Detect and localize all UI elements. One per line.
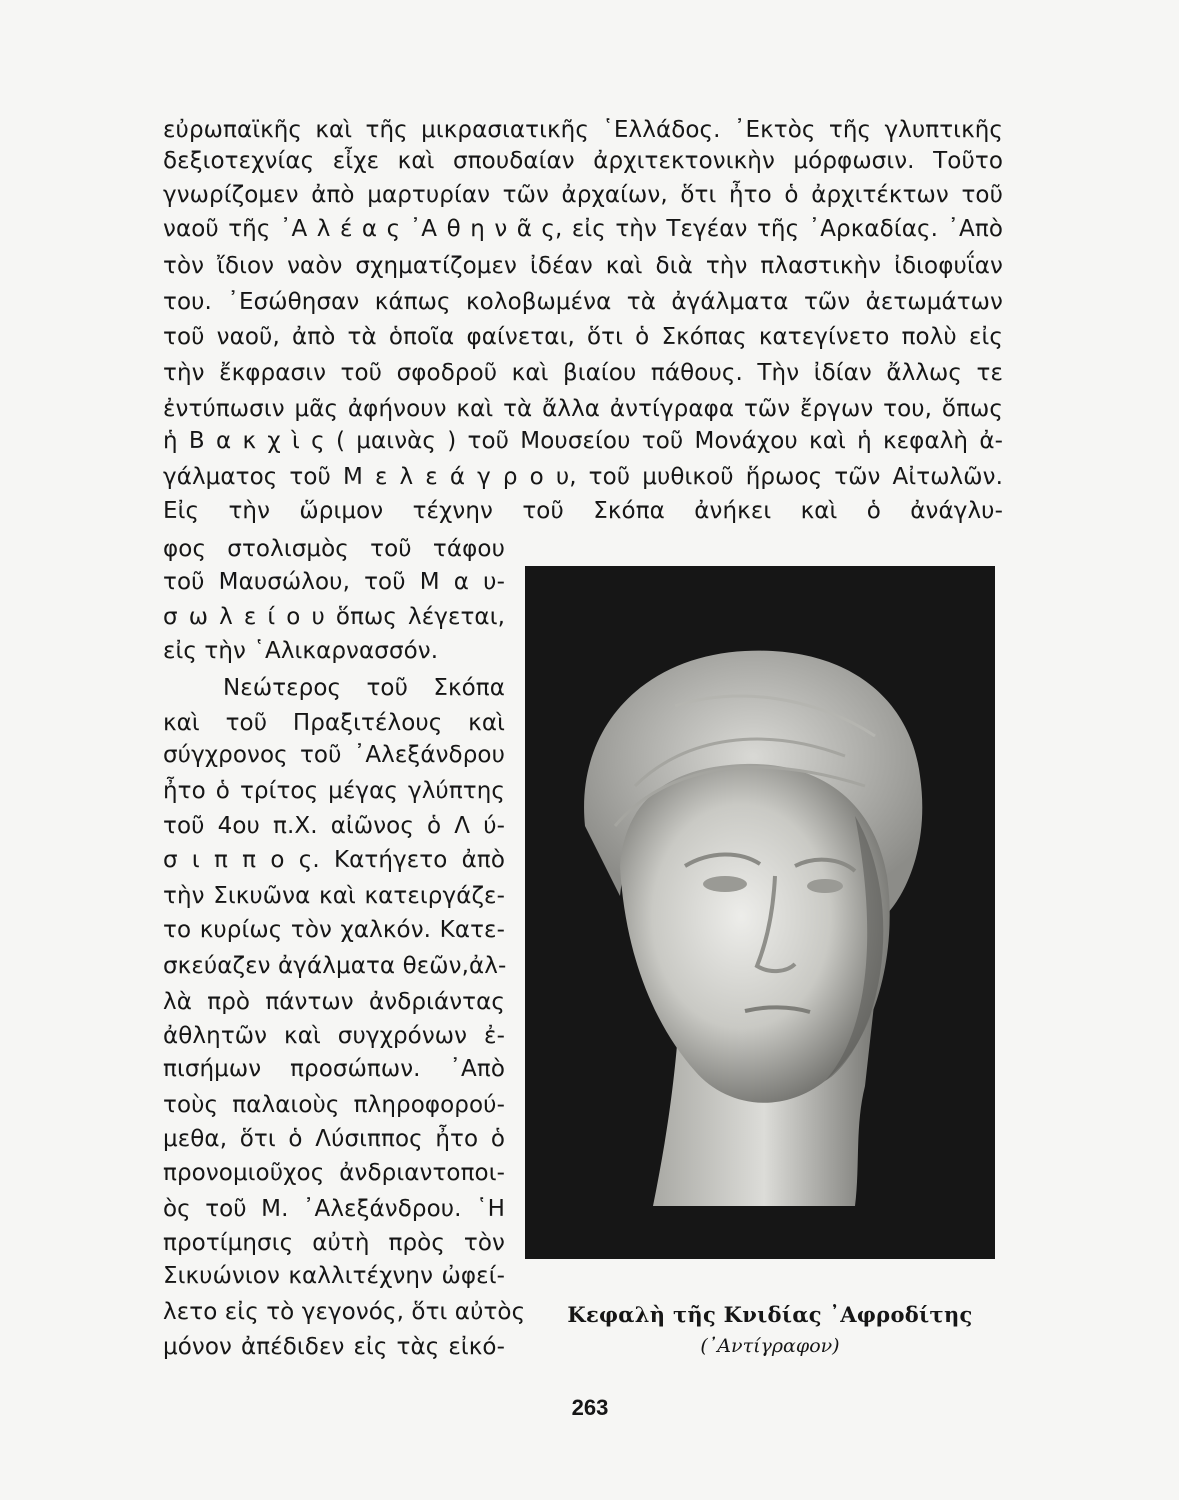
text-line: Εἰς τὴν ὥριμον τέχνην τοῦ Σκόπα ἀνήκει καὶ ὁ ἀνάγλυ- — [163, 498, 1003, 524]
text-line: ναοῦ τῆς ᾿Α λ έ α ς ᾿Α θ η ν ᾶ ς, εἰς τὴν Τεγέαν τῆς ᾿Αρκαδίας. ᾿Απὸ — [163, 216, 1003, 242]
text-line: τοῦ ναοῦ, ἀπὸ τὰ ὁποῖα φαίνεται, ὅτι ὁ Σκόπας κατεγίνετο πολὺ εἰς — [163, 324, 1003, 350]
text-line: Σικυώνιον καλλιτέχνην ὠφεί- — [163, 1263, 505, 1289]
text-line: τοῦ Μαυσώλου, τοῦ Μ α υ- — [163, 569, 505, 595]
text-line: πισήμων προσώπων. ᾿Απὸ — [163, 1056, 505, 1082]
text-line: σκεύαζεν ἀγάλματα θεῶν,ἀλ- — [163, 953, 507, 979]
page-number: 263 — [571, 1395, 609, 1420]
text-line: ἡ Β α κ χ ὶ ς ( μαινὰς ) τοῦ Μουσείου τοῦ Μονάχου καὶ ἡ κεφαλὴ ἀ- — [163, 428, 1003, 454]
figure-subcaption: (᾿Αντίγραφον) — [700, 1335, 840, 1357]
text-line: εὐρωπαϊκῆς καὶ τῆς μικρασιατικῆς ῾Ελλάδος. ᾿Εκτὸς τῆς γλυπτικῆς — [163, 117, 1003, 143]
text-line: γνωρίζομεν ἀπὸ μαρτυρίαν τῶν ἀρχαίων, ὅτι ἦτο ὁ ἀρχιτέκτων τοῦ — [163, 182, 1003, 208]
text-line: δεξιοτεχνίας εἶχε καὶ σπουδαίαν ἀρχιτεκτονικὴν μόρφωσιν. Τοῦτο — [163, 148, 1003, 174]
text-line: τοῦ 4ου π.Χ. αἰῶνος ὁ Λ ύ- — [163, 813, 505, 839]
text-line: λὰ πρὸ πάντων ἀνδριάντας — [163, 989, 505, 1015]
text-line: του. ᾿Εσώθησαν κάπως κολοβωμένα τὰ ἀγάλματα τῶν ἀετωμάτων — [163, 289, 1003, 315]
marble-head-illustration — [525, 566, 995, 1259]
text-line: Νεώτερος τοῦ Σκόπα — [223, 675, 505, 701]
text-line: ἐντύπωσιν μᾶς ἀφήνουν καὶ τὰ ἄλλα ἀντίγραφα τῶν ἔργων του, ὅπως — [163, 396, 1003, 422]
text-line: το κυρίως τὸν χαλκόν. Κατε- — [163, 917, 505, 943]
text-line: προτίμησις αὐτὴ πρὸς τὸν — [163, 1230, 505, 1256]
figure-caption: Κεφαλὴ τῆς Κνιδίας ᾿Αφροδίτης — [567, 1302, 973, 1327]
text-line: μόνον ἀπέδιδεν εἰς τὰς εἰκό- — [163, 1334, 505, 1360]
text-line: σύγχρονος τοῦ ᾿Αλεξάνδρου — [163, 742, 505, 768]
text-line: ἦτο ὁ τρίτος μέγας γλύπτης — [163, 778, 505, 804]
text-line: γάλματος τοῦ Μ ε λ ε ά γ ρ ο υ, τοῦ μυθικοῦ ἥρωος τῶν Αἰτωλῶν. — [163, 464, 1003, 490]
text-line: φος στολισμὸς τοῦ τάφου — [163, 536, 505, 562]
text-line: ἀθλητῶν καὶ συγχρόνων ἐ- — [163, 1023, 505, 1049]
text-line: ὸς τοῦ Μ. ᾿Αλεξάνδρου. ῾Η — [163, 1196, 505, 1222]
text-line: τὴν ἔκφρασιν τοῦ σφοδροῦ καὶ βιαίου πάθους. Τὴν ἰδίαν ἄλλως τε — [163, 360, 1003, 386]
text-line: σ ω λ ε ί ο υ ὅπως λέγεται, — [163, 604, 505, 630]
text-line: προνομιοῦχος ἀνδριαντοποι- — [163, 1160, 505, 1186]
text-line: σ ι π π ο ς. Κατήγετο ἀπὸ — [163, 847, 505, 873]
text-line: καὶ τοῦ Πραξιτέλους καὶ — [163, 710, 505, 736]
text-line: μεθα, ὅτι ὁ Λύσιππος ἦτο ὁ — [163, 1126, 505, 1152]
text-line: εἰς τὴν ῾Αλικαρνασσόν. — [163, 638, 439, 664]
text-line: τοὺς παλαιοὺς πληροφορού- — [163, 1092, 505, 1118]
sculpture-photo — [525, 566, 995, 1259]
text-line: λετο εἰς τὸ γεγονός, ὅτι αὐτὸς — [163, 1299, 526, 1325]
text-line: τὸν ἴδιον ναὸν σχηματίζομεν ἰδέαν καὶ διὰ τὴν πλαστικὴν ἰδιοφυΐαν — [163, 253, 1003, 279]
text-line: τὴν Σικυῶνα καὶ κατειργάζε- — [163, 883, 505, 909]
